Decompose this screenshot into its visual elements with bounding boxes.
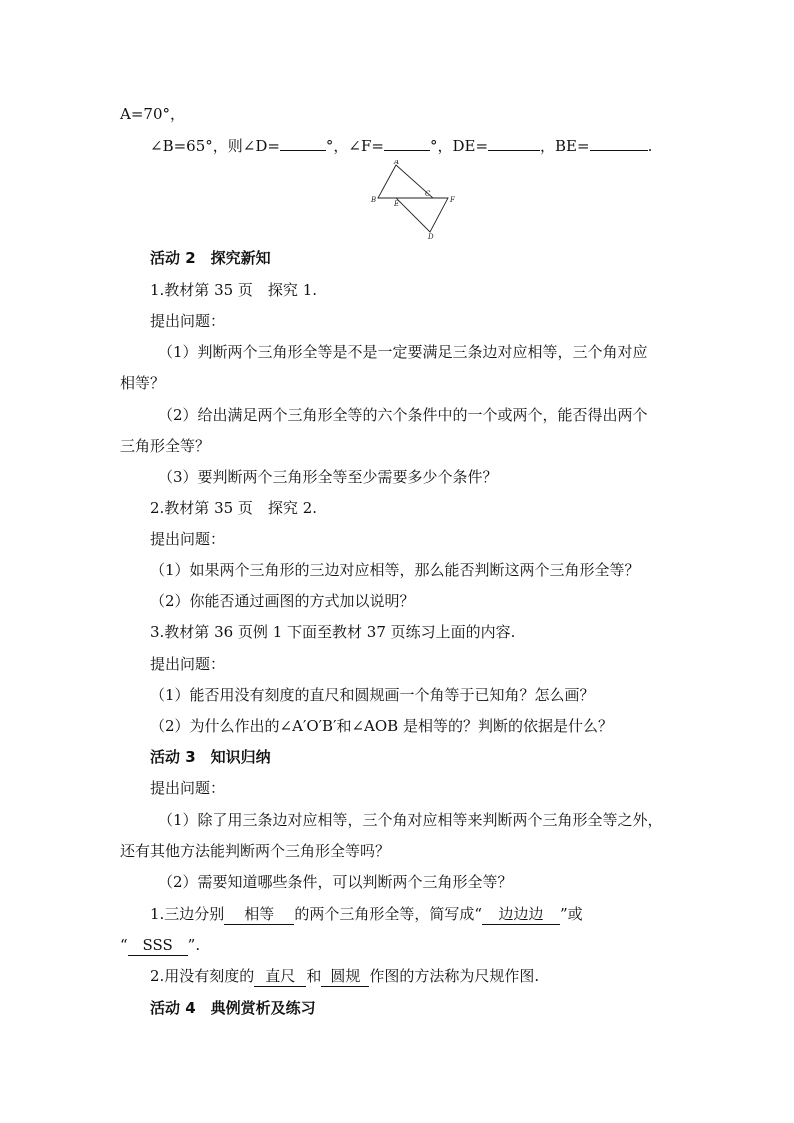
label-d: D <box>428 233 434 240</box>
given-deg-1: °，∠F= <box>325 137 384 155</box>
activity2-item2: 2.教材第 35 页 探究 2. <box>150 499 318 517</box>
activity2-item1: 1.教材第 35 页 探究 1. <box>150 281 318 299</box>
given-end: . <box>647 137 653 155</box>
summary-2-text-c: 作图的方法称为尺规作图. <box>369 967 540 985</box>
triangle-figure <box>368 160 458 240</box>
summary-1-line1 <box>150 904 583 925</box>
blank-angle-f[interactable] <box>384 134 430 151</box>
triangle-efd <box>396 198 448 232</box>
given-angle-b: ∠B=65°，则∠D= <box>150 137 280 155</box>
blank-be[interactable] <box>590 134 648 151</box>
summary-1-text-b: 的两个三角形全等，简写成“ <box>294 905 482 923</box>
summary-2-text-b: 和 <box>306 967 322 985</box>
question-1b-line1: （2）给出满足两个三角形全等的六个条件中的一个或两个，能否得出两个 <box>158 406 648 424</box>
blank-de[interactable] <box>488 134 540 151</box>
answer-compass: 圆规 <box>321 966 369 987</box>
summary-1-line2 <box>120 935 200 956</box>
summary-1-text-e: ”. <box>187 936 201 954</box>
question-1b-line2: 三角形全等？ <box>120 437 211 455</box>
activity2-ask3: 提出问题： <box>150 655 226 673</box>
activity2-ask1: 提出问题： <box>150 312 226 330</box>
question-2b: （2）你能否通过画图的方式加以说明？ <box>150 592 415 610</box>
activity3-q1-line2: 还有其他方法能判断两个三角形全等吗？ <box>120 842 391 860</box>
given-line-1: A=70°， <box>120 105 185 123</box>
answer-equal: 相等 <box>224 904 294 925</box>
answer-sss-chinese: 边边边 <box>482 904 560 925</box>
blank-angle-d[interactable] <box>280 134 326 151</box>
question-3b: （2）为什么作出的∠A′O′B′和∠AOB 是相等的？判断的依据是什么？ <box>150 717 613 735</box>
question-1a-line2: 相等？ <box>120 374 166 392</box>
activity2-item3: 3.教材第 36 页例 1 下面至教材 37 页练习上面的内容. <box>150 623 516 641</box>
activity3-ask: 提出问题： <box>150 779 226 797</box>
activity2-title: 活动 2 探究新知 <box>150 249 271 267</box>
activity3-q2: （2）需要知道哪些条件，可以判断两个三角形全等？ <box>158 873 513 891</box>
activity3-q1-line1: （1）除了用三条边对应相等，三个角对应相等来判断两个三角形全等之外， <box>158 811 663 829</box>
given-deg-2: °，DE= <box>429 137 489 155</box>
question-2a: （1）如果两个三角形的三边对应相等，那么能否判断这两个三角形全等？ <box>150 561 640 579</box>
label-c: C <box>425 190 431 198</box>
question-1c: （3）要判断两个三角形全等至少需要多少个条件？ <box>158 468 498 486</box>
label-a: A <box>394 160 400 166</box>
summary-1-text-d: “ <box>120 936 128 954</box>
label-b: B <box>371 196 377 204</box>
question-3a: （1）能否用没有刻度的直尺和圆规画一个角等于已知角？怎么画？ <box>150 686 595 704</box>
activity2-ask2: 提出问题： <box>150 530 226 548</box>
activity3-title: 活动 3 知识归纳 <box>150 748 271 766</box>
answer-sss: SSS <box>128 935 188 956</box>
given-be: ，BE= <box>540 137 590 155</box>
activity4-title: 活动 4 典例赏析及练习 <box>150 999 316 1017</box>
summary-2-text-a: 2.用没有刻度的 <box>150 967 255 985</box>
summary-1-text-c: ”或 <box>559 905 583 923</box>
label-f: F <box>450 196 455 204</box>
summary-1-text-a: 1.三边分别 <box>150 905 225 923</box>
label-e: E <box>394 200 400 208</box>
given-line-2 <box>150 134 652 156</box>
summary-2 <box>150 966 539 987</box>
question-1a-line1: （1）判断两个三角形全等是不是一定要满足三条边对应相等，三个角对应 <box>158 343 648 361</box>
answer-ruler: 直尺 <box>254 966 306 987</box>
